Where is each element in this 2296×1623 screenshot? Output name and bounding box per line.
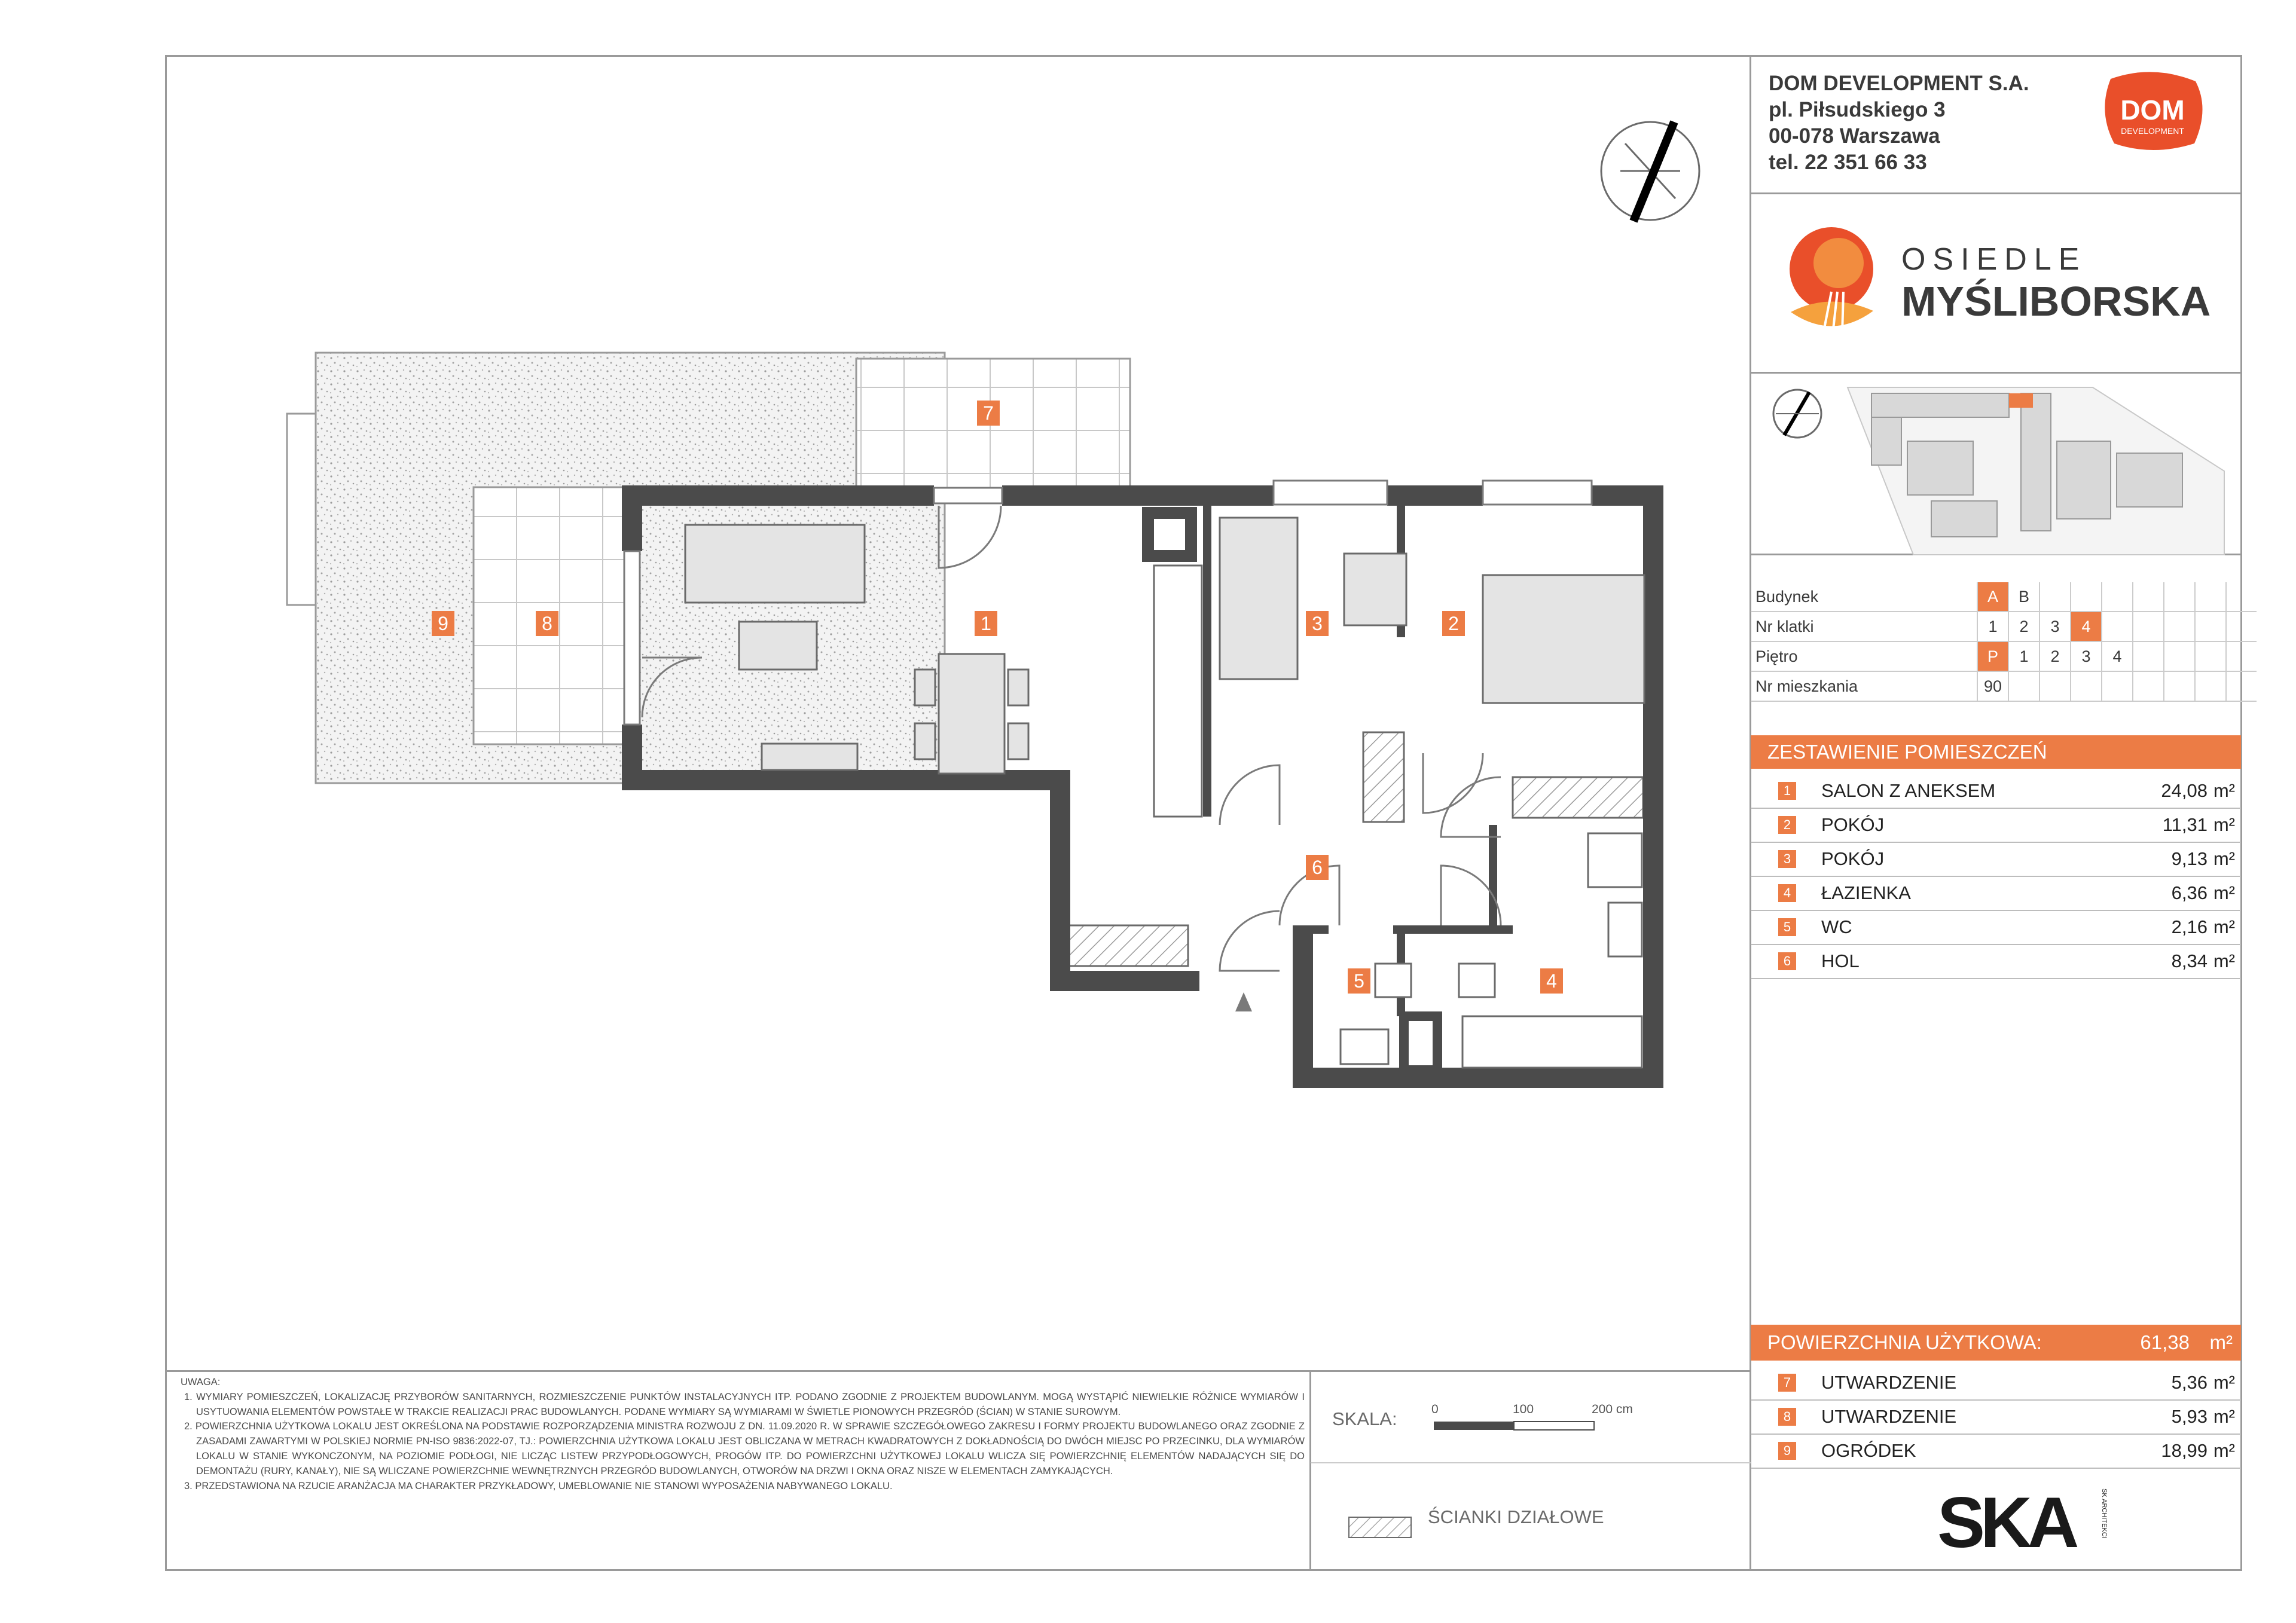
extra-name: UTWARDZENIE — [1821, 1406, 1957, 1427]
note-item: 1. WYMIARY POMIESZCZEŃ, LOKALIZACJĘ PRZYBORÓW SANITARNYCH, ROZMIESZCZENIE PUNKTÓW INSTALACYJNYCH ITP. PODANO ZGODNIE Z PROJEKTEM BUDOWLANYM. MOGĄ WYSTĄPIĆ NIEWIELKIE RÓŻNICE WYMIARÓW I USYTUOWANIA ELEMENTÓW POWSTAŁE W TRAKCIE REALIZACJI PRAC BUDOWLANYCH. PODANE WYMIARY SĄ WYMIARAMI W ŚWIETLE PIONOWYCH PRZEGRÓD (ŚCIAN) W STANIE SUROWYM. — [184, 1391, 1305, 1417]
row-label-staircase: Nr klatki — [1751, 612, 1977, 641]
plan-label-1: 1 — [981, 613, 991, 634]
rooms-header: ZESTAWIENIE POMIESZCZEŃ — [1751, 735, 2241, 769]
room-area: 6,36 — [2171, 882, 2208, 903]
sink-wc — [1341, 1029, 1388, 1064]
extra-unit: m² — [2213, 1440, 2235, 1461]
ska-architect-logo — [1925, 1483, 2108, 1563]
notes-divider — [165, 1370, 1751, 1372]
extra-name: OGRÓDEK — [1821, 1440, 1916, 1461]
grid-cell — [2195, 671, 2226, 701]
room-name: HOL — [1821, 950, 1860, 971]
compass — [1601, 122, 1699, 221]
room-unit: m² — [2213, 848, 2235, 869]
grid-cell — [2039, 582, 2071, 612]
plan-label-4: 4 — [1546, 970, 1557, 992]
svg-text:SKA: SKA — [1937, 1483, 2075, 1563]
grid-cell — [2164, 612, 2195, 641]
extra-row — [1751, 1365, 2241, 1401]
extra-name: UTWARDZENIE — [1821, 1372, 1957, 1393]
grid-cell — [2226, 671, 2257, 701]
bed-room-3 — [1220, 518, 1297, 679]
extra-number: 7 — [1778, 1374, 1796, 1392]
sink-bath — [1608, 903, 1642, 956]
scale-bar — [1433, 1419, 1600, 1434]
row-label-floor: Piętro — [1751, 641, 1977, 671]
room-number: 3 — [1778, 850, 1796, 868]
building-cell-a: A — [1977, 582, 2008, 612]
toilet-bath — [1459, 964, 1495, 997]
grid-cell — [2102, 612, 2133, 641]
washing-machine — [1588, 833, 1642, 887]
grid-cell — [2133, 582, 2164, 612]
company-name: DOM DEVELOPMENT S.A. — [1769, 72, 2029, 95]
total-label: POWIERZCHNIA UŻYTKOWA: — [1767, 1331, 2042, 1353]
room-number: 6 — [1778, 952, 1796, 970]
desk-room-3 — [1344, 554, 1406, 625]
building-cell-b: B — [2008, 582, 2039, 612]
grid-cell — [2102, 671, 2133, 701]
room-name: POKÓJ — [1821, 814, 1885, 835]
room-row — [1751, 944, 2241, 979]
room-area: 9,13 — [2171, 848, 2208, 869]
notes-title: UWAGA: — [181, 1377, 221, 1387]
project-name-line-1: OSIEDLE — [1901, 242, 2087, 277]
grid-cell — [2071, 671, 2102, 701]
room-row — [1751, 842, 2241, 877]
room-row — [1751, 876, 2241, 911]
room-number: 2 — [1778, 816, 1796, 834]
floor-plan — [165, 55, 1750, 1370]
osiedle-logo-mark — [1785, 221, 1874, 341]
extra-number: 8 — [1778, 1408, 1796, 1426]
extra-unit: m² — [2213, 1406, 2235, 1427]
company-address-2: 00-078 Warszawa — [1769, 124, 1940, 148]
room-unit: m² — [2213, 882, 2235, 903]
terrace-7 — [856, 359, 1130, 495]
site-key-plan — [1758, 375, 2236, 555]
company-block — [1769, 71, 2029, 176]
grid-cell — [2226, 612, 2257, 641]
dining-table — [939, 654, 1004, 774]
staircase-cell-4: 4 — [2071, 612, 2102, 641]
grid-cell — [2195, 641, 2226, 671]
project-name-line-2: MYŚLIBORSKA — [1901, 278, 2211, 325]
grid-cell — [2071, 582, 2102, 612]
floor-cell-1: 1 — [2008, 641, 2039, 671]
room-name: WC — [1821, 916, 1852, 937]
entrance-arrow — [1235, 992, 1252, 1011]
room-area: 24,08 — [2161, 780, 2208, 801]
sofa — [685, 525, 865, 603]
coffee-table — [739, 622, 817, 670]
grid-cell — [2226, 582, 2257, 612]
plan-label-7: 7 — [983, 402, 994, 424]
extra-unit: m² — [2213, 1372, 2235, 1393]
svg-text:DOM: DOM — [2120, 94, 2185, 126]
dom-development-logo — [2093, 67, 2212, 157]
extra-area: 5,36 — [2171, 1372, 2208, 1393]
scale-label: SKALA: — [1332, 1408, 1397, 1429]
room-area: 11,31 — [2162, 814, 2208, 835]
room-unit: m² — [2213, 916, 2235, 937]
scale-tick-100: 100 — [1513, 1402, 1534, 1416]
room-unit: m² — [2213, 780, 2235, 801]
grid-cell — [2164, 641, 2195, 671]
room-number: 1 — [1778, 782, 1796, 800]
staircase-cell-3: 3 — [2039, 612, 2071, 641]
grid-cell — [2195, 612, 2226, 641]
plan-label-6: 6 — [1312, 857, 1323, 878]
location-table — [1751, 582, 2257, 702]
logo-divider — [1751, 372, 2242, 374]
partition-legend-label: ŚCIANKI DZIAŁOWE — [1428, 1506, 1604, 1527]
extra-area: 18,99 — [2161, 1440, 2208, 1461]
room-area: 8,34 — [2171, 950, 2208, 971]
kitchen-counter — [1154, 566, 1202, 817]
total-area: 61,38 — [2140, 1331, 2190, 1353]
bathtub — [1463, 1016, 1642, 1068]
plan-label-8: 8 — [542, 613, 552, 634]
staircase-cell-2: 2 — [2008, 612, 2039, 641]
plan-label-9: 9 — [438, 613, 448, 634]
room-number: 5 — [1778, 918, 1796, 936]
grid-cell — [2133, 671, 2164, 701]
extra-number: 9 — [1778, 1442, 1796, 1460]
note-item: 2. POWIERZCHNIA UŻYTKOWA LOKALU JEST OKREŚLONA NA PODSTAWIE ROZPORZĄDZENIA MINISTRA ROZWOJU Z DN. 11.09.2020 R. W SPRAWIE SZCZEGÓŁOWEGO ZAKRESU I FORMY PROJEKTU BUDOWLANEGO ORAZ ZGODNIE Z ZASADAMI ZAWARTYMI W POLSKIEJ NORMIE PN-ISO 9836:2022-07, TJ.: POWIERZCHNIA UŻYTKOWA LOKALU JEST OBLICZANA W METRACH KWADRATOWYCH Z DOKŁADNOŚCIĄ DO DWÓCH MIEJSC PO PRZECINKU, DLA WYMIARÓW LOKALU W STANIE WYKONCZONYM, NA POZIOMIE PODŁOGI, NIE LICZĄC LISTEW PRZYPODŁOGOWYCH, PROGÓW ITP. DO POWIERZCHNI UŻYTKOWEJ LOKALU WLICZA SIĘ POWIERZCHNIĘ ELEMENTÓW NADAJĄCYCH SIĘ DO DEMONTAŻU (RURY, KANAŁY), NIE SĄ WLICZANE POWIERZCHNIE WEWNĘTRZNYCH PRZEGRÓD BUDOWLANYCH, OTWORÓW NA DRZWI I OKNA ORAZ NISZE W ELEMENTACH ZAMYKAJĄCYCH. — [184, 1421, 1305, 1477]
scale-tick-0: 0 — [1431, 1402, 1439, 1416]
room-row — [1751, 808, 2241, 843]
room-unit: m² — [2213, 950, 2235, 971]
room-area: 2,16 — [2171, 916, 2208, 937]
plan-label-3: 3 — [1312, 613, 1323, 634]
bed-room-2 — [1483, 575, 1644, 703]
grid-cell — [2164, 582, 2195, 612]
total-usable-area — [1751, 1325, 2241, 1361]
partition-hatch-swatch — [1348, 1516, 1412, 1540]
floor-cell-2: 2 — [2039, 641, 2071, 671]
company-address-1: pl. Piłsudskiego 3 — [1769, 98, 1946, 121]
grid-cell — [2102, 582, 2133, 612]
grid-cell — [2164, 671, 2195, 701]
scale-tick-200: 200 cm — [1592, 1402, 1633, 1416]
extra-row — [1751, 1399, 2241, 1435]
scale-legend-divider — [1311, 1462, 1751, 1463]
grid-cell — [2133, 612, 2164, 641]
floor-cell-p: P — [1977, 641, 2008, 671]
room-name: SALON Z ANEKSEM — [1821, 780, 1996, 801]
svg-text:SK ARCHITEKCI: SK ARCHITEKCI — [2100, 1488, 2108, 1539]
toilet-wc — [1375, 964, 1411, 997]
row-label-apartment: Nr mieszkania — [1751, 671, 1977, 701]
room-number: 4 — [1778, 884, 1796, 902]
company-phone: tel. 22 351 66 33 — [1769, 151, 1927, 174]
room-name: POKÓJ — [1821, 848, 1885, 869]
tv-stand — [762, 744, 857, 770]
room-unit: m² — [2213, 814, 2235, 835]
grid-cell — [2133, 641, 2164, 671]
plan-label-5: 5 — [1354, 970, 1364, 992]
floor-cell-4: 4 — [2102, 641, 2133, 671]
grid-cell — [2008, 671, 2039, 701]
company-divider — [1751, 192, 2242, 194]
apartment-number-cell: 90 — [1977, 671, 2008, 701]
room-row — [1751, 910, 2241, 945]
notes-block — [181, 1375, 1305, 1493]
grid-cell — [2039, 671, 2071, 701]
extra-area: 5,93 — [2171, 1406, 2208, 1427]
note-item: 3. PRZEDSTAWIONA NA RZUCIE ARANŻACJA MA CHARAKTER PRZYKŁADOWY, UMEBLOWANIE NIE STANOWI WYPOSAŻENIA NABYWANEGO LOKALU. — [184, 1480, 893, 1491]
room-name: ŁAZIENKA — [1821, 882, 1911, 903]
floor-cell-3: 3 — [2071, 641, 2102, 671]
row-label-building: Budynek — [1751, 582, 1977, 612]
plan-label-2: 2 — [1448, 613, 1459, 634]
total-unit: m² — [2209, 1331, 2233, 1353]
scale-divider — [1309, 1370, 1311, 1571]
grid-cell — [2195, 582, 2226, 612]
svg-text:DEVELOPMENT: DEVELOPMENT — [2121, 126, 2184, 136]
extra-row — [1751, 1434, 2241, 1469]
grid-cell — [2226, 641, 2257, 671]
staircase-cell-1: 1 — [1977, 612, 2008, 641]
room-row — [1751, 774, 2241, 809]
